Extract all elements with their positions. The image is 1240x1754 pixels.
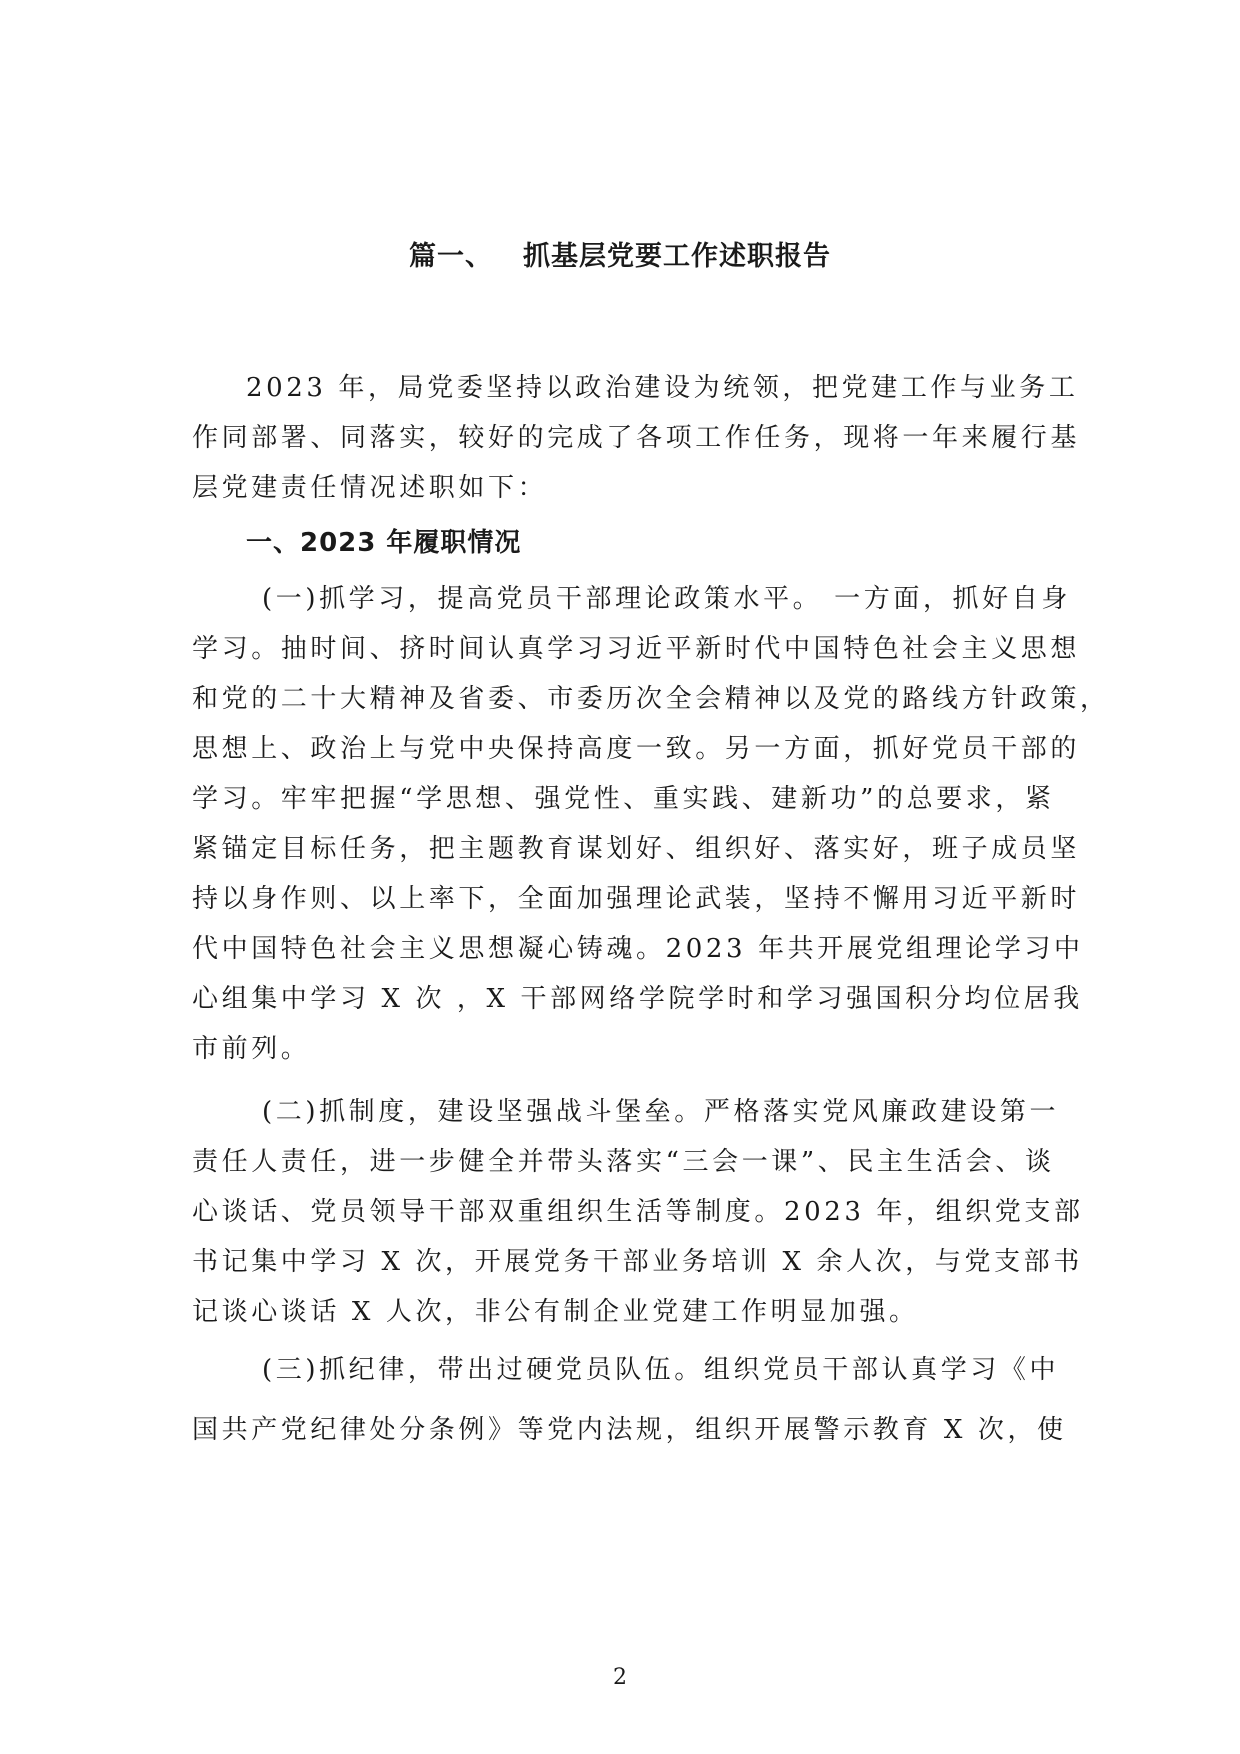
para1-line-8: 代中国特色社会主义思想凝心铸魂。2023 年共开展党组理论学习中: [192, 934, 1084, 964]
para1-line-2: 学习。抽时间、挤时间认真学习习近平新时代中国特色社会主义思想: [192, 634, 1081, 664]
title-text: 抓基层党要工作述职报告: [523, 241, 831, 272]
page-number: 2: [613, 1665, 627, 1690]
para2-line-4: 书记集中学习 X 次，开展党务干部业务培训 X 余人次，与党支部书: [192, 1247, 1083, 1277]
para1-line-6: 紧锚定目标任务，把主题教育谋划好、组织好、落实好，班子成员坚: [192, 834, 1081, 864]
intro-line-1: 2023 年，局党委坚持以政治建设为统领，把党建工作与业务工: [246, 373, 1079, 403]
para2-line-5: 记谈心谈话 X 人次，非公有制企业党建工作明显加强。: [192, 1297, 919, 1327]
para3-line-2: 国共产党纪律处分条例》等党内法规，组织开展警示教育 X 次，使: [192, 1415, 1067, 1445]
para2-line-2: 责任人责任，进一步健全并带头落实“三会一课”、民主生活会、谈: [192, 1147, 1055, 1177]
intro-line-3: 层党建责任情况述职如下：: [192, 473, 548, 503]
para1-line-5: 学习。牢牢把握“学思想、强党性、重实践、建新功”的总要求，紧: [192, 784, 1055, 814]
section-heading: 一、2023 年履职情况: [246, 528, 522, 558]
document-title: [0, 234, 1240, 273]
para1-line-9: 心组集中学习 X 次 ，X 干部网络学院学时和学习强国积分均位居我: [192, 984, 1083, 1014]
para1-line-4: 思想上、政治上与党中央保持高度一致。另一方面，抓好党员干部的: [192, 734, 1081, 764]
para1-line-1: (一)抓学习，提高党员干部理论政策水平。 一方面，抓好自身: [262, 584, 1071, 614]
para1-line-3: 和党的二十大精神及省委、市委历次全会精神以及党的路线方针政策，: [192, 684, 1110, 714]
intro-line-2: 作同部署、同落实，较好的完成了各项工作任务，现将一年来履行基: [192, 423, 1081, 453]
para3-line-1: (三)抓纪律，带出过硬党员队伍。组织党员干部认真学习《中: [262, 1355, 1060, 1385]
title-chapter-label: 篇一、: [409, 241, 493, 272]
para1-line-7: 持以身作则、以上率下，全面加强理论武装，坚持不懈用习近平新时: [192, 884, 1081, 914]
para2-line-3: 心谈话、党员领导干部双重组织生活等制度。2023 年，组织党支部: [192, 1197, 1084, 1227]
para1-line-10: 市前列。: [192, 1034, 311, 1064]
para2-line-1: (二)抓制度，建设坚强战斗堡垒。严格落实党风廉政建设第一: [262, 1097, 1060, 1127]
